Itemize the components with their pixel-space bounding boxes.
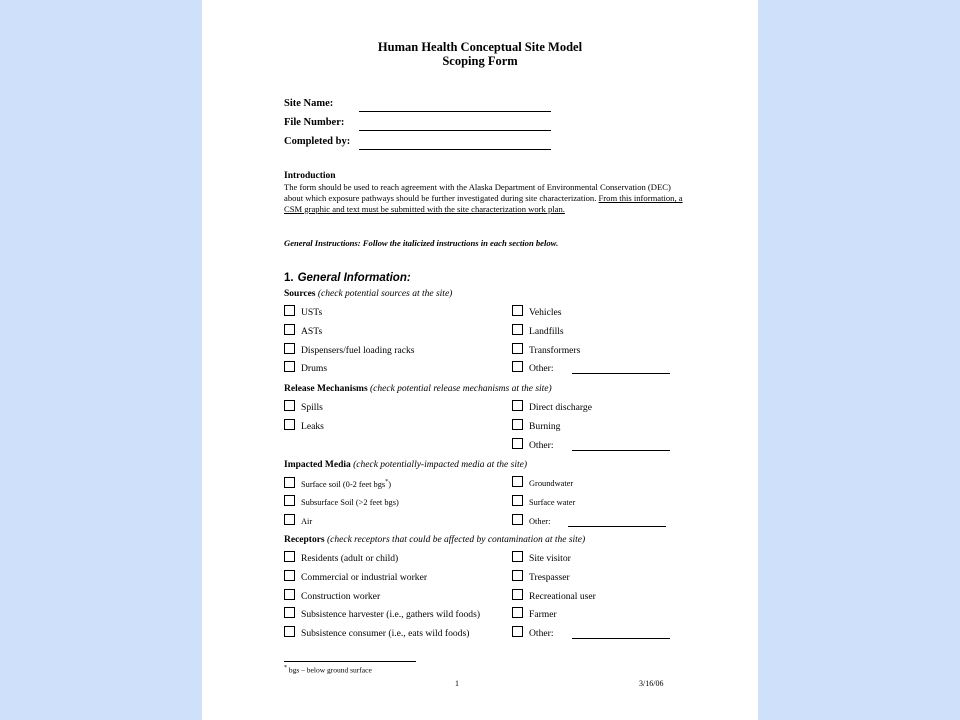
checkbox-item[interactable]: [284, 400, 323, 412]
checkbox-label: Other:: [529, 363, 554, 375]
category-name: Impacted Media: [284, 460, 351, 470]
checkbox-label: Subsistence harvester (i.e., gathers wild foods): [301, 609, 481, 621]
checkbox-label: Site visitor: [529, 553, 571, 564]
category-impacted-media: [284, 460, 527, 470]
checkbox-label: Air: [301, 516, 313, 526]
document-page: [202, 0, 758, 720]
category-release-mechanisms: [284, 384, 552, 394]
footnote-rule: [284, 661, 416, 662]
checkbox[interactable]: [512, 514, 523, 525]
introduction: [284, 170, 684, 215]
checkbox-item[interactable]: [284, 476, 391, 488]
checkbox[interactable]: [284, 305, 295, 316]
checkbox-label: Recreational user: [529, 590, 596, 602]
category-instruction: (check receptors that could be affected by contamination at the site): [324, 535, 586, 545]
checkbox[interactable]: [512, 551, 523, 562]
other-input-line[interactable]: [572, 440, 670, 451]
checkbox-label: Surface water: [529, 497, 576, 507]
completed-by-label: Completed by:: [284, 136, 351, 147]
checkbox[interactable]: [512, 626, 523, 637]
checkbox-item[interactable]: [284, 419, 324, 431]
checkbox-label: Burning: [529, 420, 561, 432]
checkbox-item[interactable]: [284, 589, 380, 601]
checkbox[interactable]: [512, 400, 523, 411]
category-instruction: (check potential release mechanisms at the site): [367, 384, 552, 394]
checkbox-item[interactable]: [512, 626, 670, 638]
checkbox[interactable]: [284, 551, 295, 562]
checkbox-label: Farmer: [529, 609, 557, 621]
checkbox-item[interactable]: [284, 570, 427, 582]
checkbox-item[interactable]: [512, 324, 564, 336]
footnote-marker: *: [284, 665, 287, 671]
category-receptors: [284, 535, 585, 545]
checkbox[interactable]: [284, 419, 295, 430]
checkbox-item[interactable]: [284, 626, 469, 638]
checkbox-item[interactable]: [512, 476, 573, 488]
site-name-label: Site Name:: [284, 98, 334, 109]
checkbox-label: Other:: [529, 439, 554, 451]
introduction-underlined-text: From this information, a CSM graphic and text must be submitted with the site characterization work plan.: [284, 193, 683, 214]
checkbox-label: ASTs: [301, 325, 323, 337]
other-input-line[interactable]: [572, 628, 670, 639]
footnote-text: bgs – below ground surface: [287, 665, 372, 675]
general-instructions: General Instructions: Follow the italicized instructions in each section below.: [284, 238, 559, 248]
checkbox-label: Vehicles: [529, 307, 562, 318]
other-input-line[interactable]: [572, 363, 670, 374]
category-name: Sources: [284, 289, 316, 299]
checkbox-label: Groundwater: [529, 479, 574, 488]
checkbox-label: Drums: [301, 363, 328, 375]
checkbox-label: Trespasser: [529, 571, 570, 583]
checkbox-label: Other:: [529, 628, 554, 640]
file-number-label: File Number:: [284, 117, 345, 128]
checkbox-label: Other:: [529, 516, 551, 526]
checkbox-item[interactable]: [512, 570, 570, 582]
category-instruction: (check potential sources at the site): [315, 289, 453, 299]
checkbox[interactable]: [512, 343, 523, 354]
checkbox[interactable]: [512, 419, 523, 430]
revision-date: 3/16/06: [639, 679, 664, 688]
checkbox-item[interactable]: [512, 551, 571, 563]
page-number: 1: [455, 679, 459, 688]
checkbox-label: Surface soil (0-2 feet bgs*): [301, 479, 391, 489]
checkbox-item[interactable]: [512, 607, 557, 619]
checkbox-item[interactable]: [512, 400, 592, 412]
checkbox[interactable]: [512, 324, 523, 335]
checkbox-item[interactable]: [512, 589, 596, 601]
checkbox[interactable]: [512, 305, 523, 316]
section-number: 1.: [284, 272, 294, 284]
checkbox-item[interactable]: [512, 361, 670, 373]
checkbox-item[interactable]: [512, 419, 560, 431]
checkbox[interactable]: [284, 361, 295, 372]
form-subtitle: Scoping Form: [442, 54, 518, 68]
checkbox-item[interactable]: [512, 305, 562, 317]
checkbox-label: Subsistence consumer (i.e., eats wild foods): [301, 628, 470, 640]
checkbox-label: Commercial or industrial worker: [301, 571, 428, 583]
checkbox[interactable]: [512, 495, 523, 506]
checkbox-item[interactable]: [284, 514, 312, 526]
checkbox[interactable]: [284, 626, 295, 637]
checkbox[interactable]: [284, 495, 295, 506]
checkbox[interactable]: [512, 476, 523, 487]
checkbox[interactable]: [284, 589, 295, 600]
checkbox[interactable]: [512, 438, 523, 449]
site-name-field[interactable]: [359, 111, 551, 112]
checkbox-label: Leaks: [301, 420, 324, 432]
checkbox-item[interactable]: [284, 495, 399, 507]
section-heading: [284, 272, 411, 284]
file-number-field[interactable]: [359, 130, 551, 131]
checkbox-item[interactable]: [284, 607, 480, 619]
checkbox-item[interactable]: [284, 551, 398, 563]
checkbox-item[interactable]: [512, 438, 670, 450]
checkbox-label: USTs: [301, 307, 323, 318]
checkbox-item[interactable]: [284, 305, 322, 317]
checkbox-label: Landfills: [529, 325, 564, 337]
checkbox[interactable]: [284, 477, 295, 488]
checkbox-label: Transformers: [529, 344, 581, 356]
completed-by-field[interactable]: [359, 149, 551, 150]
checkbox-item[interactable]: [284, 324, 322, 336]
category-name: Release Mechanisms: [284, 384, 368, 394]
checkbox-label: Residents (adult or child): [301, 553, 399, 564]
category-instruction: (check potentially-impacted media at the site): [350, 460, 527, 470]
checkbox-item[interactable]: [284, 361, 327, 373]
checkbox[interactable]: [284, 514, 295, 525]
checkbox-item[interactable]: [512, 495, 575, 507]
checkbox-label: Subsurface Soil (>2 feet bgs): [301, 497, 399, 507]
form-title: Human Health Conceptual Site Model: [377, 40, 583, 54]
checkbox[interactable]: [284, 607, 295, 618]
checkbox[interactable]: [512, 361, 523, 372]
checkbox[interactable]: [512, 589, 523, 600]
checkbox-label: Dispensers/fuel loading racks: [301, 344, 415, 356]
other-input-line[interactable]: [568, 516, 666, 527]
checkbox[interactable]: [512, 607, 523, 618]
checkbox-label: Spills: [301, 402, 323, 413]
introduction-text: The form should be used to reach agreement with the Alaska Department of Environmental Conservation (DEC) about which exposure pathways should be further investigated during site characterization.: [284, 182, 671, 203]
introduction-heading: Introduction: [284, 171, 336, 181]
checkbox[interactable]: [512, 570, 523, 581]
checkbox-label: Direct discharge: [529, 402, 592, 413]
checkbox-label: Construction worker: [301, 590, 381, 602]
footnote: [284, 665, 372, 675]
checkbox[interactable]: [284, 400, 295, 411]
category-name: Receptors: [284, 535, 325, 545]
checkbox[interactable]: [284, 343, 295, 354]
checkbox-item[interactable]: [512, 514, 666, 526]
category-sources: [284, 289, 452, 299]
section-title: General Information:: [297, 272, 411, 284]
checkbox-item[interactable]: [284, 343, 415, 355]
checkbox[interactable]: [284, 324, 295, 335]
checkbox-item[interactable]: [512, 343, 580, 355]
checkbox[interactable]: [284, 570, 295, 581]
